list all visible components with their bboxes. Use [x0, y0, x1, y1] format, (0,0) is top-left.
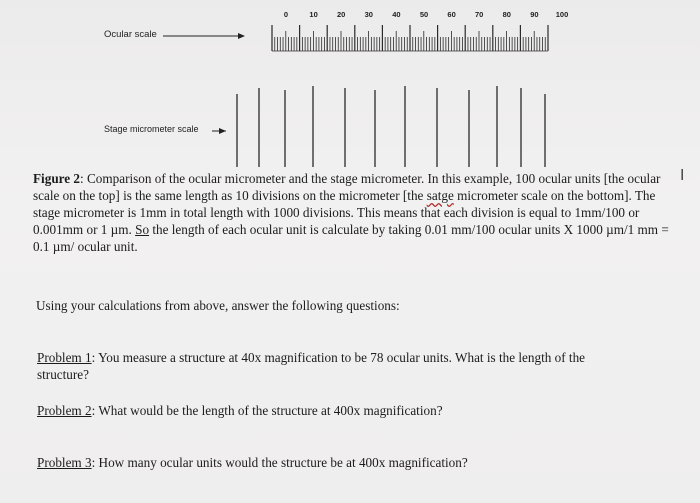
problem-3-label: Problem 3: [37, 455, 92, 470]
stage-scale-label: Stage micrometer scale: [104, 124, 199, 134]
ocular-number-40: 40: [392, 10, 401, 19]
figure-label: Figure 2: [33, 171, 81, 186]
ocular-number-30: 30: [364, 10, 373, 19]
problem-1: [37, 349, 637, 383]
ocular-scale-arrow: [163, 33, 245, 39]
figure-caption: [33, 170, 673, 255]
problem-1-text: : You measure a structure at 40x magnification to be 78 ocular units. What is the length of the structure?: [37, 350, 586, 382]
caption-misspelled-word: satge: [426, 188, 454, 203]
ocular-number-100: 100: [555, 10, 569, 19]
stage-scale-arrow: [212, 128, 226, 134]
caption-text-2: micrometer scale on the bottom]. The stage micrometer is 1mm in total length with 1000 divisions. This means that each division is equal to 1mm/100 or 0.001mm or 1 µm.: [33, 188, 656, 237]
ocular-number-60: 60: [447, 10, 456, 19]
ocular-scale-ticks: [272, 25, 548, 51]
problem-2: [37, 402, 637, 419]
ocular-number-90: 90: [530, 10, 539, 19]
ocular-number-70: 70: [475, 10, 484, 19]
caption-text-1: : Comparison of the ocular micrometer and the stage micrometer. In this example, 100 ocular units [the ocular scale on the top] is the same length as 10 divisions on the micrometer [the: [33, 171, 661, 203]
ocular-number-50: 50: [419, 10, 429, 19]
problem-1-label: Problem 1: [37, 350, 92, 365]
text-cursor-icon: I: [680, 166, 685, 184]
ocular-number-10: 10: [309, 10, 318, 19]
ocular-scale-numbers: [284, 10, 568, 19]
ocular-number-20: 20: [337, 10, 346, 19]
caption-so-word: So: [135, 222, 150, 237]
ocular-number-0: 0: [283, 10, 289, 19]
ocular-number-80: 80: [502, 10, 511, 19]
questions-intro: Using your calculations from above, answer the following questions:: [36, 298, 400, 313]
ocular-scale-label: Ocular scale: [104, 29, 157, 40]
problem-3: [37, 454, 637, 471]
problem-3-text: : How many ocular units would the structure be at 400x magnification?: [91, 455, 468, 470]
micrometer-figure: [0, 0, 700, 170]
stage-scale-ticks: [237, 86, 545, 167]
problem-2-text: : What would be the length of the structure at 400x magnification?: [91, 403, 443, 418]
problem-2-label: Problem 2: [37, 403, 92, 418]
caption-text-3: the length of each ocular unit is calculate by taking 0.01 mm/100 ocular units X 1000 µm/1 mm = 0.1 µm/ ocular unit.: [33, 222, 669, 254]
